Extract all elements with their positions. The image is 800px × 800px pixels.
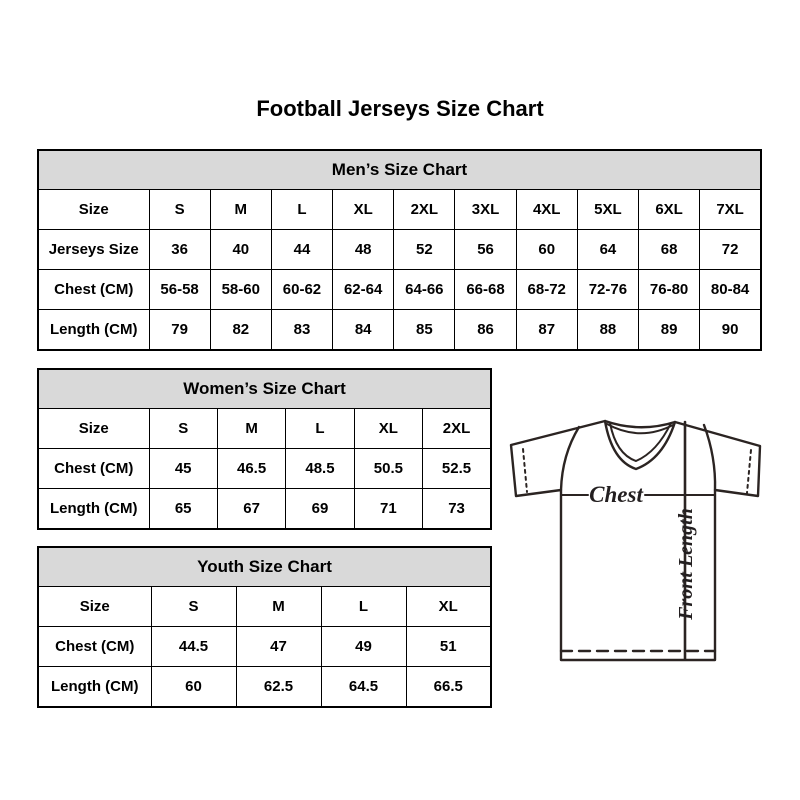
value-cell: 44.5 <box>151 627 236 667</box>
front-length-label: Front Length <box>675 508 697 620</box>
value-cell: 64 <box>577 230 638 270</box>
value-cell: 56 <box>455 230 516 270</box>
value-cell: 64-66 <box>394 270 455 310</box>
value-cell: L <box>286 409 354 449</box>
value-cell: L <box>321 587 406 627</box>
table-row <box>38 409 491 449</box>
row-label-cell: Chest (CM) <box>38 449 149 489</box>
jersey-icon <box>495 393 795 693</box>
value-cell: 89 <box>639 310 700 351</box>
value-cell: 3XL <box>455 190 516 230</box>
value-cell: 46.5 <box>217 449 285 489</box>
value-cell: 83 <box>271 310 332 351</box>
mens-size-table <box>37 149 762 351</box>
value-cell: 52.5 <box>423 449 491 489</box>
value-cell: 56-58 <box>149 270 210 310</box>
value-cell: 69 <box>286 489 354 530</box>
value-cell: 51 <box>406 627 491 667</box>
value-cell: 90 <box>700 310 761 351</box>
jersey-measurement-diagram <box>495 393 795 693</box>
value-cell: 40 <box>210 230 271 270</box>
value-cell: 68 <box>639 230 700 270</box>
row-label-cell: Length (CM) <box>38 667 151 708</box>
value-cell: L <box>271 190 332 230</box>
men-table-title: Men’s Size Chart <box>38 150 761 190</box>
left-cuff-stitch <box>523 449 527 492</box>
value-cell: 44 <box>271 230 332 270</box>
value-cell: 48.5 <box>286 449 354 489</box>
value-cell: XL <box>406 587 491 627</box>
value-cell: 4XL <box>516 190 577 230</box>
value-cell: M <box>217 409 285 449</box>
page-title: Football Jerseys Size Chart <box>256 96 544 121</box>
value-cell: 71 <box>354 489 422 530</box>
value-cell: 48 <box>333 230 394 270</box>
table-row <box>38 270 761 310</box>
youth-size-table <box>37 546 492 708</box>
table-row <box>38 587 491 627</box>
value-cell: 60-62 <box>271 270 332 310</box>
value-cell: 60 <box>516 230 577 270</box>
right-cuff-stitch <box>747 450 751 493</box>
row-label-cell: Size <box>38 190 149 230</box>
value-cell: 58-60 <box>210 270 271 310</box>
value-cell: 52 <box>394 230 455 270</box>
value-cell: 72-76 <box>577 270 638 310</box>
table-row <box>38 190 761 230</box>
value-cell: 85 <box>394 310 455 351</box>
value-cell: 76-80 <box>639 270 700 310</box>
value-cell: 66.5 <box>406 667 491 708</box>
value-cell: M <box>236 587 321 627</box>
left-sleeve-seam <box>561 427 579 490</box>
value-cell: 64.5 <box>321 667 406 708</box>
right-sleeve-seam <box>704 425 715 490</box>
value-cell: 7XL <box>700 190 761 230</box>
women-table-title: Women’s Size Chart <box>38 369 491 409</box>
value-cell: 88 <box>577 310 638 351</box>
row-label-cell: Size <box>38 409 149 449</box>
value-cell: 45 <box>149 449 217 489</box>
value-cell: 86 <box>455 310 516 351</box>
jersey-outline <box>511 421 760 660</box>
value-cell: S <box>151 587 236 627</box>
value-cell: 36 <box>149 230 210 270</box>
table-row <box>38 449 491 489</box>
value-cell: 80-84 <box>700 270 761 310</box>
value-cell: 60 <box>151 667 236 708</box>
value-cell: 2XL <box>394 190 455 230</box>
value-cell: 82 <box>210 310 271 351</box>
row-label-cell: Length (CM) <box>38 310 149 351</box>
row-label-cell: Jerseys Size <box>38 230 149 270</box>
youth-table-title: Youth Size Chart <box>38 547 491 587</box>
table-row <box>38 230 761 270</box>
value-cell: 67 <box>217 489 285 530</box>
table-row <box>38 667 491 708</box>
table-row <box>38 627 491 667</box>
value-cell: 66-68 <box>455 270 516 310</box>
row-label-cell: Size <box>38 587 151 627</box>
value-cell: 47 <box>236 627 321 667</box>
value-cell: XL <box>333 190 394 230</box>
value-cell: 50.5 <box>354 449 422 489</box>
value-cell: 68-72 <box>516 270 577 310</box>
value-cell: 49 <box>321 627 406 667</box>
row-label-cell: Chest (CM) <box>38 270 149 310</box>
value-cell: 6XL <box>639 190 700 230</box>
value-cell: 5XL <box>577 190 638 230</box>
value-cell: 62-64 <box>333 270 394 310</box>
chest-label: Chest <box>589 482 643 507</box>
value-cell: S <box>149 409 217 449</box>
value-cell: M <box>210 190 271 230</box>
womens-size-table <box>37 368 492 530</box>
value-cell: 79 <box>149 310 210 351</box>
value-cell: 73 <box>423 489 491 530</box>
table-row <box>38 489 491 530</box>
row-label-cell: Length (CM) <box>38 489 149 530</box>
value-cell: 65 <box>149 489 217 530</box>
value-cell: S <box>149 190 210 230</box>
value-cell: 87 <box>516 310 577 351</box>
value-cell: 62.5 <box>236 667 321 708</box>
value-cell: 2XL <box>423 409 491 449</box>
value-cell: XL <box>354 409 422 449</box>
row-label-cell: Chest (CM) <box>38 627 151 667</box>
value-cell: 72 <box>700 230 761 270</box>
value-cell: 84 <box>333 310 394 351</box>
table-row <box>38 310 761 351</box>
